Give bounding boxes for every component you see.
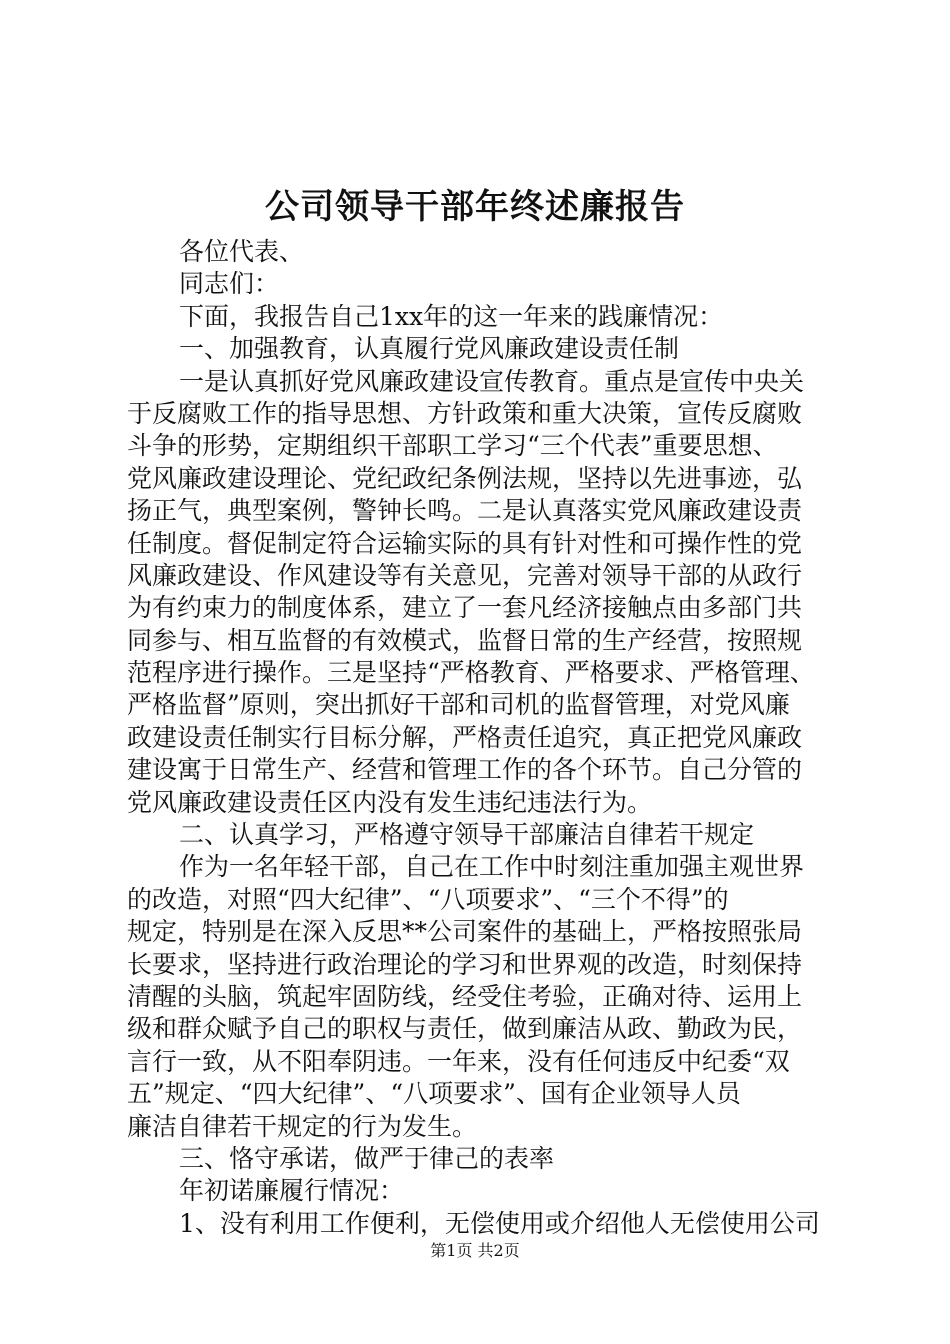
- page-footer: 第1页 共2页: [430, 1241, 520, 1260]
- paragraph-line: 规定，特别是在深入反思**公司案件的基础上，严格按照张局: [127, 917, 803, 947]
- document-body: [127, 236, 837, 1240]
- intro-line: 下面，我报告自己1xx年的这一年来的践廉情况：: [179, 301, 724, 331]
- document-title: 公司领导干部年终述廉报告: [265, 187, 685, 227]
- paragraph-line: 清醒的头脑，筑起牢固防线，经受住考验，正确对待、运用上: [127, 981, 803, 1011]
- paragraph-line: 风廉政建设、作风建设等有关意见，完善对领导干部的从政行: [127, 560, 803, 590]
- paragraph-line: 扬正气，典型案例，警钟长鸣。二是认真落实党风廉政建设责: [127, 496, 803, 526]
- paragraph-line: 为有约束力的制度体系，建立了一套凡经济接触点由多部门共: [127, 593, 803, 623]
- paragraph-line: 严格监督”原则，突出抓好干部和司机的监督管理，对党风廉: [127, 690, 790, 720]
- paragraph-line: 同参与、相互监督的有效模式，监督日常的生产经营，按照规: [127, 625, 803, 655]
- paragraph-line: 任制度。督促制定符合运输实际的具有针对性和可操作性的党: [127, 528, 803, 558]
- paragraph-line: 于反腐败工作的指导思想、方针政策和重大决策，宣传反腐败: [127, 398, 803, 428]
- paragraph-line: 范程序进行操作。三是坚持“严格教育、严格要求、严格管理、: [127, 658, 815, 688]
- paragraph-line: 级和群众赋予自己的职权与责任，做到廉洁从政、勤政为民，: [127, 1014, 803, 1044]
- paragraph-line: 党风廉政建设理论、党纪政纪条例法规，坚持以先进事迹，弘: [127, 463, 803, 493]
- greeting-line: 各位代表、: [179, 237, 305, 266]
- paragraph-line: 的改造，对照“四大纪律”、“八项要求”、“三个不得”的: [127, 884, 729, 914]
- list-item: 1、没有利用工作便利，无偿使用或介绍他人无偿使用公司: [179, 1208, 820, 1238]
- section-heading: 二、认真学习，严格遵守领导干部廉洁自律若干规定: [179, 820, 755, 850]
- paragraph-line: 党风廉政建设责任区内没有发生违纪违法行为。: [127, 787, 653, 817]
- paragraph-line: 廉洁自律若干规定的行为发生。: [127, 1111, 478, 1141]
- paragraph-line: 言行一致，从不阳奉阴违。一年来，没有任何违反中纪委“双: [127, 1046, 790, 1076]
- paragraph-line: 一是认真抓好党风廉政建设宣传教育。重点是宣传中央关: [179, 366, 805, 396]
- paragraph-line: 年初诺廉履行情况：: [179, 1176, 405, 1206]
- greeting-line: 同志们：: [179, 269, 280, 299]
- section-heading: 三、恪守承诺，做严于律己的表率: [179, 1143, 555, 1173]
- paragraph-line: 五”规定、“四大纪律”、“八项要求”、国有企业领导人员: [127, 1079, 741, 1109]
- section-heading: 一、加强教育，认真履行党风廉政建设责任制: [179, 334, 680, 364]
- paragraph-line: 长要求，坚持进行政治理论的学习和世界观的改造，时刻保持: [127, 949, 803, 979]
- paragraph-line: 政建设责任制实行目标分解，严格责任追究，真正把党风廉政: [127, 722, 803, 752]
- paragraph-line: 建设寓于日常生产、经营和管理工作的各个环节。自己分管的: [127, 755, 803, 785]
- paragraph-line: 作为一名年轻干部，自己在工作中时刻注重加强主观世界: [179, 852, 805, 882]
- paragraph-line: 斗争的形势，定期组织干部职工学习“三个代表”重要思想、: [127, 431, 778, 461]
